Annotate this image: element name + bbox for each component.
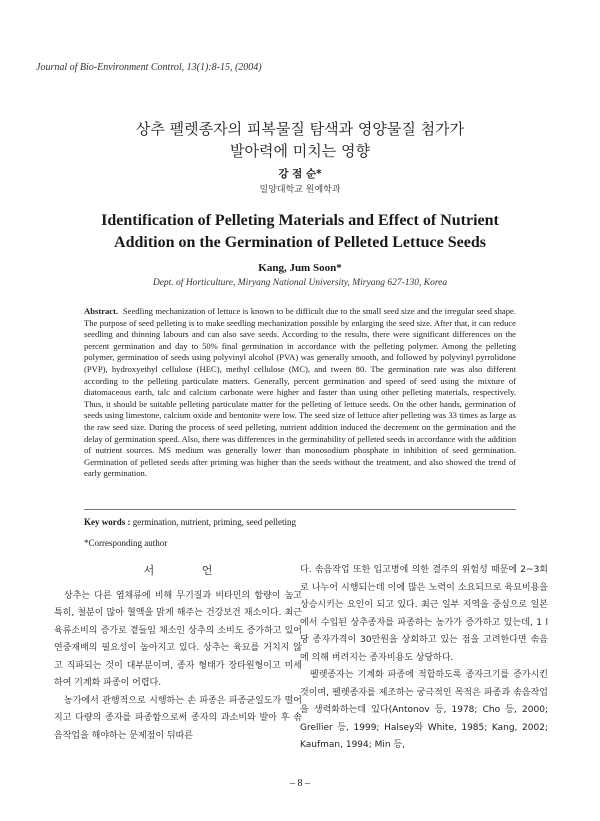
abstract-text: Seedling mechanization of lettuce is known to be difficult due to the small seed size and the irregular seed shape. The purpose of seed pelleting is to make seedling mechanization possible by enlarging the seed size. After that, it can reduce seedling and thinning labours and can also save seeds. According to the results, there were significant differences on the percent germination and day to 50% final germination in accordance with the pelleting polymer. Among the pelleting polymer, germination of seeds using polyvinyl alcohol (PVA) was generally smooth, and followed by polyvinyl pyrrolidone (PVP), hydroxyethyl cellulose (HEC), methyl cellulose (MC), and tween 80. The germination rate was also different according to the pelleting particulate matters. Generally, percent germination and speed of seed using the mixture of diatomaceous earth, talc and calcium carbonate were higher and faster than using other pelleting materials, respectively. Thus, it should be suitable pelleting particulate matter for the pelleting of lettuce seeds. On the other hands, germination of seeds using limestone, calcium oxide and bentonite were low. The seed size of lettuce after pelleting was 33 times as large as the raw seed size. During the process of seed pelleting, nutrient addition induced the decrement on the germination and the delay of germination speed. Also, there was differences in the germinability of pelleted seeds in accordance with the addition of nutrient sources. MS medium was generally lower than monosodium phosphate in inhibition of seed germination. Germination of pelleted seeds after priming was higher than the seeds without the treatment, and also showed the trend of early germination. (84, 306, 516, 479)
body-paragraph: 다. 솎음작업 또한 입고병에 의한 결주의 위험성 때문에 2~3회로 나누어 시행되는데 이에 많은 노력이 소요되므로 육묘비용을 상승시키는 요인이 되고 있다. 최근 일부 지역을 중심으로 일본에서 수입된 상추종자를 파종하는 농가가 증가하고 있는데, 1 l 당 종자가격이 30만원을 상회하고 있는 점을 고려한다면 솎음에 의해 버려지는 종자비용도 상당하다. (300, 565, 548, 663)
keywords-label: Key words : (84, 517, 131, 527)
english-affiliation: Dept. of Horticulture, Miryang National University, Miryang 627-130, Korea (152, 278, 448, 288)
korean-title-line1: 상추 펠렛종자의 피복물질 탐색과 영양물질 첨가가 (135, 120, 465, 138)
keywords-text: germination, nutrient, priming, seed pelleting (132, 517, 296, 527)
journal-citation: Journal of Bio-Environment Control, 13(1):8-15, (2004) (36, 62, 262, 73)
body-right-column (300, 562, 548, 755)
body-paragraph: 농가에서 관행적으로 시행하는 손 파종은 파종균일도가 떨어지고 다량의 종자를 파종함으로써 종자의 과소비와 발아 후 솎음작업을 해야하는 문제점이 뒤따른 (54, 695, 302, 741)
body-paragraph: 펠렛종자는 기계화 파종에 적합하도록 종자크기를 증가시킨 것이며, 펠렛종자를 제조하는 궁극적인 목적은 파종과 솎음작업을 생력화하는데 있다(Antonov 등, 1978; Cho 등, 2000; Grellier 등, 1999; Halsey와 White, 1985; Kang, 2002; Kaufman, 1994; Min 등, (300, 670, 548, 750)
korean-affiliation: 밀양대학교 원예학과 (259, 185, 341, 195)
english-title-line1: Identification of Pelleting Materials and Effect of Nutrient (101, 212, 499, 229)
english-author: Kang, Jum Soon* (258, 262, 342, 274)
corresponding-author-note: *Corresponding author (84, 538, 168, 548)
abstract-label: Abstract. (84, 306, 119, 316)
english-title-line2: Addition on the Germination of Pelleted Lettuce Seeds (114, 234, 486, 251)
keywords (84, 517, 296, 527)
abstract-divider (84, 509, 516, 510)
korean-author: 강 점 순* (278, 168, 322, 180)
body-paragraph: 상추는 다른 엽채류에 비해 무기질과 비타민의 함량이 높고 특히, 철분이 많아 혈액을 맑게 해주는 건강보건 채소이다. 최근 육류소비의 증가로 곁들임 채소인 상추의 소비도 증가하고 있어 연중재배의 필요성이 높아지고 있다. 상추는 육묘를 거치지 않고 직파되는 것이 대부분이며, 종자 형태가 장타원형이고 미세하여 기계화 파종이 어렵다. (54, 590, 302, 688)
section-heading-introduction: 서 언 (143, 564, 235, 577)
abstract (84, 306, 516, 480)
body-left-column (54, 562, 302, 745)
page-number: – 8 – (290, 778, 310, 789)
korean-title-line2: 발아력에 미치는 영향 (230, 142, 370, 160)
